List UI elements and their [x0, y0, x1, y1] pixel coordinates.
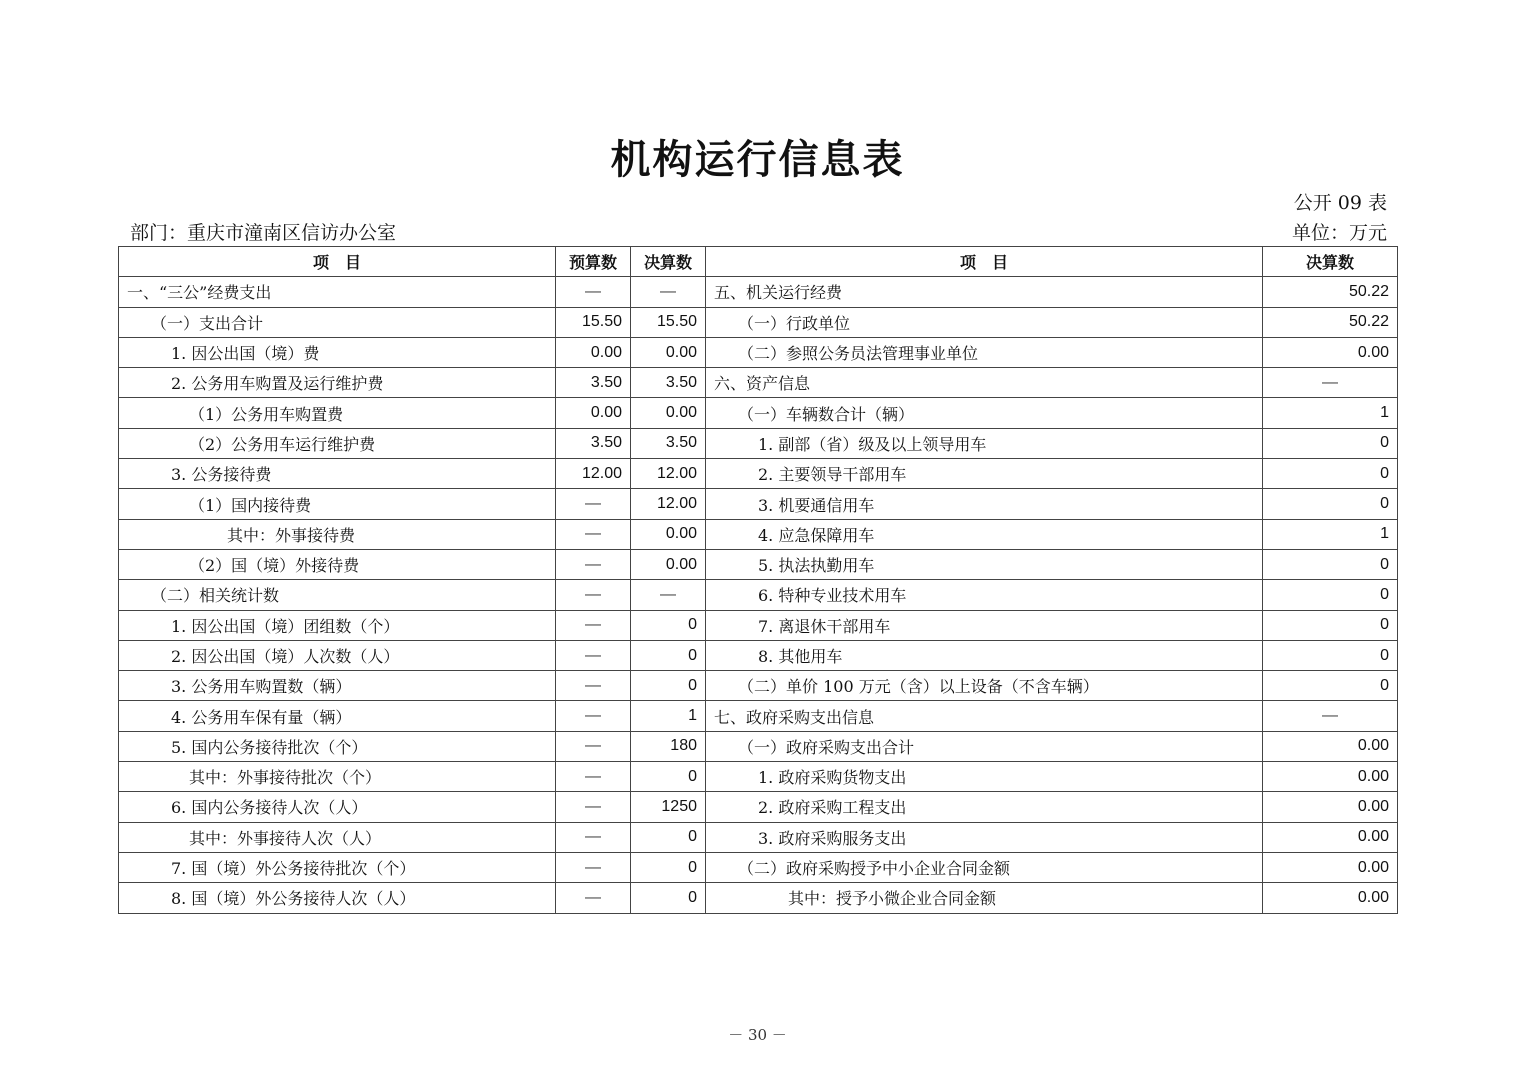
budget-value: 0.00 [556, 337, 631, 367]
left-item: （一）支出合计 [119, 307, 556, 337]
table-row [119, 398, 1398, 428]
right-item: （一）行政单位 [706, 307, 1263, 337]
right-item: 2. 主要领导干部用车 [706, 459, 1263, 489]
final-value: 0.00 [631, 398, 706, 428]
budget-value: — [556, 883, 631, 913]
right-item: 1. 政府采购货物支出 [706, 762, 1263, 792]
header-item-right: 项 目 [706, 247, 1263, 277]
right-value: 0 [1263, 549, 1398, 579]
budget-value: — [556, 277, 631, 307]
budget-value: — [556, 762, 631, 792]
header-item-left: 项 目 [119, 247, 556, 277]
right-item: 2. 政府采购工程支出 [706, 792, 1263, 822]
table-row [119, 580, 1398, 610]
budget-value: 0.00 [556, 398, 631, 428]
table-row [119, 459, 1398, 489]
final-value: 12.00 [631, 459, 706, 489]
table-row [119, 792, 1398, 822]
info-table [118, 246, 1398, 914]
left-item: 1. 因公出国（境）团组数（个） [119, 610, 556, 640]
right-value: 1 [1263, 398, 1398, 428]
right-item: 五、机关运行经费 [706, 277, 1263, 307]
left-item: 4. 公务用车保有量（辆） [119, 701, 556, 731]
table-row [119, 307, 1398, 337]
right-value: 50.22 [1263, 307, 1398, 337]
left-item: 3. 公务接待费 [119, 459, 556, 489]
left-item: （2）公务用车运行维护费 [119, 428, 556, 458]
budget-value: — [556, 489, 631, 519]
right-value: 0 [1263, 671, 1398, 701]
left-item: 8. 国（境）外公务接待人次（人） [119, 883, 556, 913]
table-row [119, 519, 1398, 549]
right-value: 1 [1263, 519, 1398, 549]
final-value: 0 [631, 822, 706, 852]
right-value: 0 [1263, 580, 1398, 610]
budget-value: — [556, 731, 631, 761]
right-item: （一）政府采购支出合计 [706, 731, 1263, 761]
right-item: 其中：授予小微企业合同金额 [706, 883, 1263, 913]
right-value: 0 [1263, 640, 1398, 670]
final-value: 15.50 [631, 307, 706, 337]
budget-value: — [556, 549, 631, 579]
right-value: 0.00 [1263, 762, 1398, 792]
unit-label: 单位：万元 [1291, 222, 1387, 244]
budget-value: — [556, 701, 631, 731]
right-item: 4. 应急保障用车 [706, 519, 1263, 549]
table-row [119, 671, 1398, 701]
left-item: 7. 国（境）外公务接待批次（个） [119, 852, 556, 882]
right-value: 0.00 [1263, 792, 1398, 822]
right-value: 0.00 [1263, 731, 1398, 761]
left-item: 其中：外事接待人次（人） [119, 822, 556, 852]
right-item: 8. 其他用车 [706, 640, 1263, 670]
budget-value: — [556, 519, 631, 549]
final-value: 0.00 [631, 549, 706, 579]
right-value: — [1263, 368, 1398, 398]
table-title: 机构运行信息表 [610, 136, 905, 183]
final-value: 180 [631, 731, 706, 761]
final-value: 0 [631, 610, 706, 640]
budget-value: — [556, 640, 631, 670]
left-item: 5. 国内公务接待批次（个） [119, 731, 556, 761]
budget-value: 15.50 [556, 307, 631, 337]
left-item: 2. 公务用车购置及运行维护费 [119, 368, 556, 398]
budget-value: — [556, 610, 631, 640]
table-row [119, 731, 1398, 761]
left-item: （1）国内接待费 [119, 489, 556, 519]
right-item: （二）政府采购授予中小企业合同金额 [706, 852, 1263, 882]
table-row [119, 610, 1398, 640]
budget-value: — [556, 671, 631, 701]
form-number: 公开 09 表 [1293, 192, 1387, 214]
right-item: 1. 副部（省）级及以上领导用车 [706, 428, 1263, 458]
left-item: 2. 因公出国（境）人次数（人） [119, 640, 556, 670]
right-value: 0.00 [1263, 337, 1398, 367]
right-item: （一）车辆数合计（辆） [706, 398, 1263, 428]
table-row [119, 822, 1398, 852]
final-value: 1 [631, 701, 706, 731]
table-row [119, 852, 1398, 882]
final-value: — [631, 580, 706, 610]
table-row [119, 368, 1398, 398]
right-item: 七、政府采购支出信息 [706, 701, 1263, 731]
right-item: 6. 特种专业技术用车 [706, 580, 1263, 610]
final-value: 0 [631, 640, 706, 670]
right-item: 7. 离退休干部用车 [706, 610, 1263, 640]
header-budget: 预算数 [556, 247, 631, 277]
final-value: 3.50 [631, 368, 706, 398]
final-value: 0 [631, 671, 706, 701]
table-row [119, 277, 1398, 307]
right-value: 0.00 [1263, 883, 1398, 913]
final-value: 3.50 [631, 428, 706, 458]
table-row [119, 883, 1398, 913]
left-item: 6. 国内公务接待人次（人） [119, 792, 556, 822]
left-item: 其中：外事接待批次（个） [119, 762, 556, 792]
right-item: （二）参照公务员法管理事业单位 [706, 337, 1263, 367]
right-value: 0 [1263, 459, 1398, 489]
left-item: （二）相关统计数 [119, 580, 556, 610]
left-item: 1. 因公出国（境）费 [119, 337, 556, 367]
right-value: 50.22 [1263, 277, 1398, 307]
table-row [119, 762, 1398, 792]
right-value: 0 [1263, 610, 1398, 640]
right-value: — [1263, 701, 1398, 731]
budget-value: — [556, 580, 631, 610]
right-item: 六、资产信息 [706, 368, 1263, 398]
right-item: 3. 机要通信用车 [706, 489, 1263, 519]
budget-value: — [556, 852, 631, 882]
budget-value: — [556, 792, 631, 822]
right-value: 0.00 [1263, 852, 1398, 882]
budget-value: 3.50 [556, 368, 631, 398]
final-value: 0.00 [631, 337, 706, 367]
final-value: 0 [631, 762, 706, 792]
header-final-right: 决算数 [1263, 247, 1398, 277]
table-row [119, 337, 1398, 367]
final-value: 1250 [631, 792, 706, 822]
left-item: （2）国（境）外接待费 [119, 549, 556, 579]
left-item: 其中：外事接待费 [119, 519, 556, 549]
table-row [119, 640, 1398, 670]
budget-value: 3.50 [556, 428, 631, 458]
left-item: 一、“三公”经费支出 [119, 277, 556, 307]
right-value: 0.00 [1263, 822, 1398, 852]
header-final-left: 决算数 [631, 247, 706, 277]
right-value: 0 [1263, 489, 1398, 519]
final-value: — [631, 277, 706, 307]
final-value: 0 [631, 883, 706, 913]
table-row [119, 489, 1398, 519]
page-number: － 30 － [728, 1026, 787, 1044]
table-row [119, 428, 1398, 458]
left-item: （1）公务用车购置费 [119, 398, 556, 428]
department-label: 部门：重庆市潼南区信访办公室 [130, 222, 397, 244]
right-item: 3. 政府采购服务支出 [706, 822, 1263, 852]
final-value: 0.00 [631, 519, 706, 549]
table-row [119, 549, 1398, 579]
left-item: 3. 公务用车购置数（辆） [119, 671, 556, 701]
right-item: 5. 执法执勤用车 [706, 549, 1263, 579]
budget-value: 12.00 [556, 459, 631, 489]
right-item: （二）单价 100 万元（含）以上设备（不含车辆） [706, 671, 1263, 701]
right-value: 0 [1263, 428, 1398, 458]
table-row [119, 701, 1398, 731]
budget-value: — [556, 822, 631, 852]
header-row [119, 247, 1398, 277]
final-value: 12.00 [631, 489, 706, 519]
final-value: 0 [631, 852, 706, 882]
